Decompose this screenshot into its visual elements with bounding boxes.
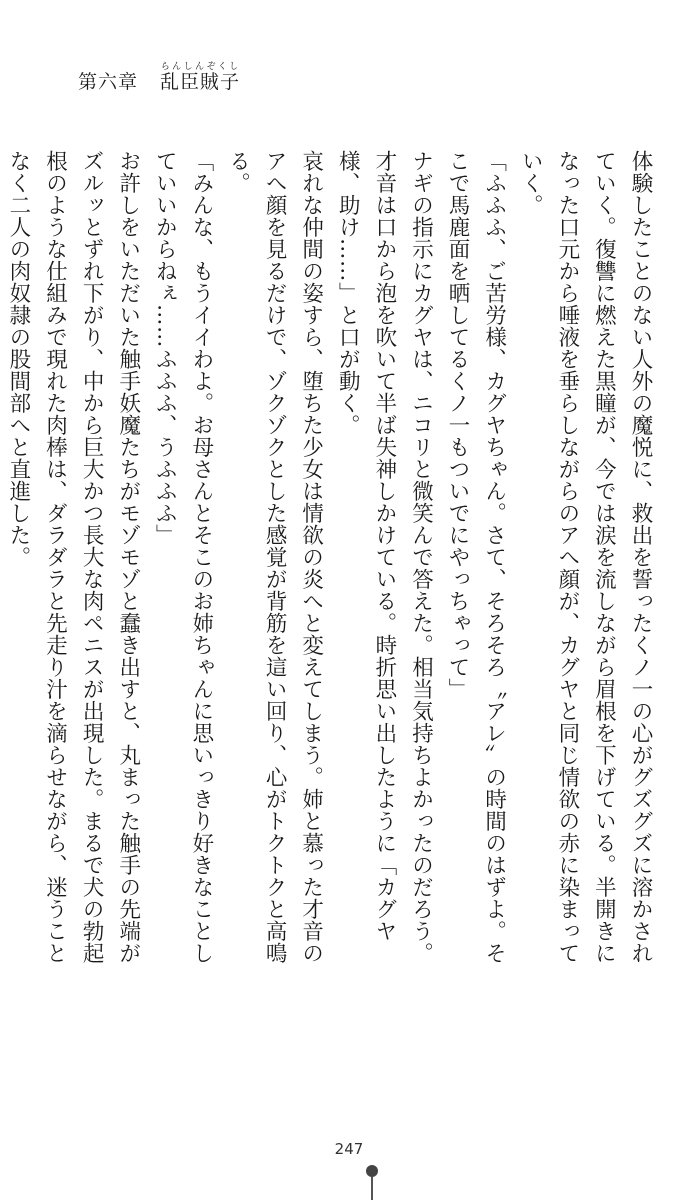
page-number: 247 xyxy=(334,1140,364,1158)
paragraph-5: 「みんな、もうイイわよ。お母さんとそこのお姉ちゃんに思いっきり好きなことしていいからねぇ……ふふふ、うふふふ」 xyxy=(152,150,214,964)
page-tick xyxy=(371,1177,373,1200)
chapter-title-ruby: らんしんぞくし xyxy=(160,62,241,72)
chapter-label: 第六章 xyxy=(78,71,139,93)
paragraph-1: 体験したことのない人外の魔悦に、救出を誓ったくノ一の心がグズグズに溶かされていく。復讐に燃えた黒瞳が、今では涙を流しながら眉根を下げている。半開きになった口元から唾液を垂らしながらのアへ顔が、カグヤと同じ情欲の赤に染まっていく。 xyxy=(518,150,653,964)
paragraph-3: ナギの指示にカグヤは、ニコリと微笑んで答えた。相当気持ちよかったのだろう。才音は口から泡を吹いて半ば失神しかけている。時折思い出したように「カグヤ様、助け……」と口が動く。 xyxy=(335,150,434,964)
running-head xyxy=(78,62,240,94)
paragraph-6: お許しをいただいた触手妖魔たちがモゾモゾと蠢き出すと、丸まった触手の先端がズルッとずれ下がり、中から巨大かつ長大な肉ペニスが出現した。まるで犬の勃起根のような仕組みで現れた肉棒は、ダラダラと先走り汁を滴らせながら、迷うことなく二人の肉奴隷の股間部へと直進した。 xyxy=(5,150,141,964)
paragraph-4: 哀れな仲間の姿すら、堕ちた少女は情欲の炎へと変えてしまう。姉と慕った才音のアへ顔を見るだけで、ゾクゾクとした感覚が背筋を這い回り、心がトクトクと高鳴る。 xyxy=(225,150,324,964)
body-text xyxy=(5,150,658,980)
paragraph-2: 「ふふふ、ご苦労様、カグヤちゃん。さて、そろそろ〝アレ〟の時間のはずよ。そこで馬鹿面を晒してるくノ一もついでにやっちゃって」 xyxy=(445,150,507,964)
page-dot-icon xyxy=(366,1165,378,1177)
chapter-title: 乱臣賊子らんしんぞくし xyxy=(160,62,241,93)
